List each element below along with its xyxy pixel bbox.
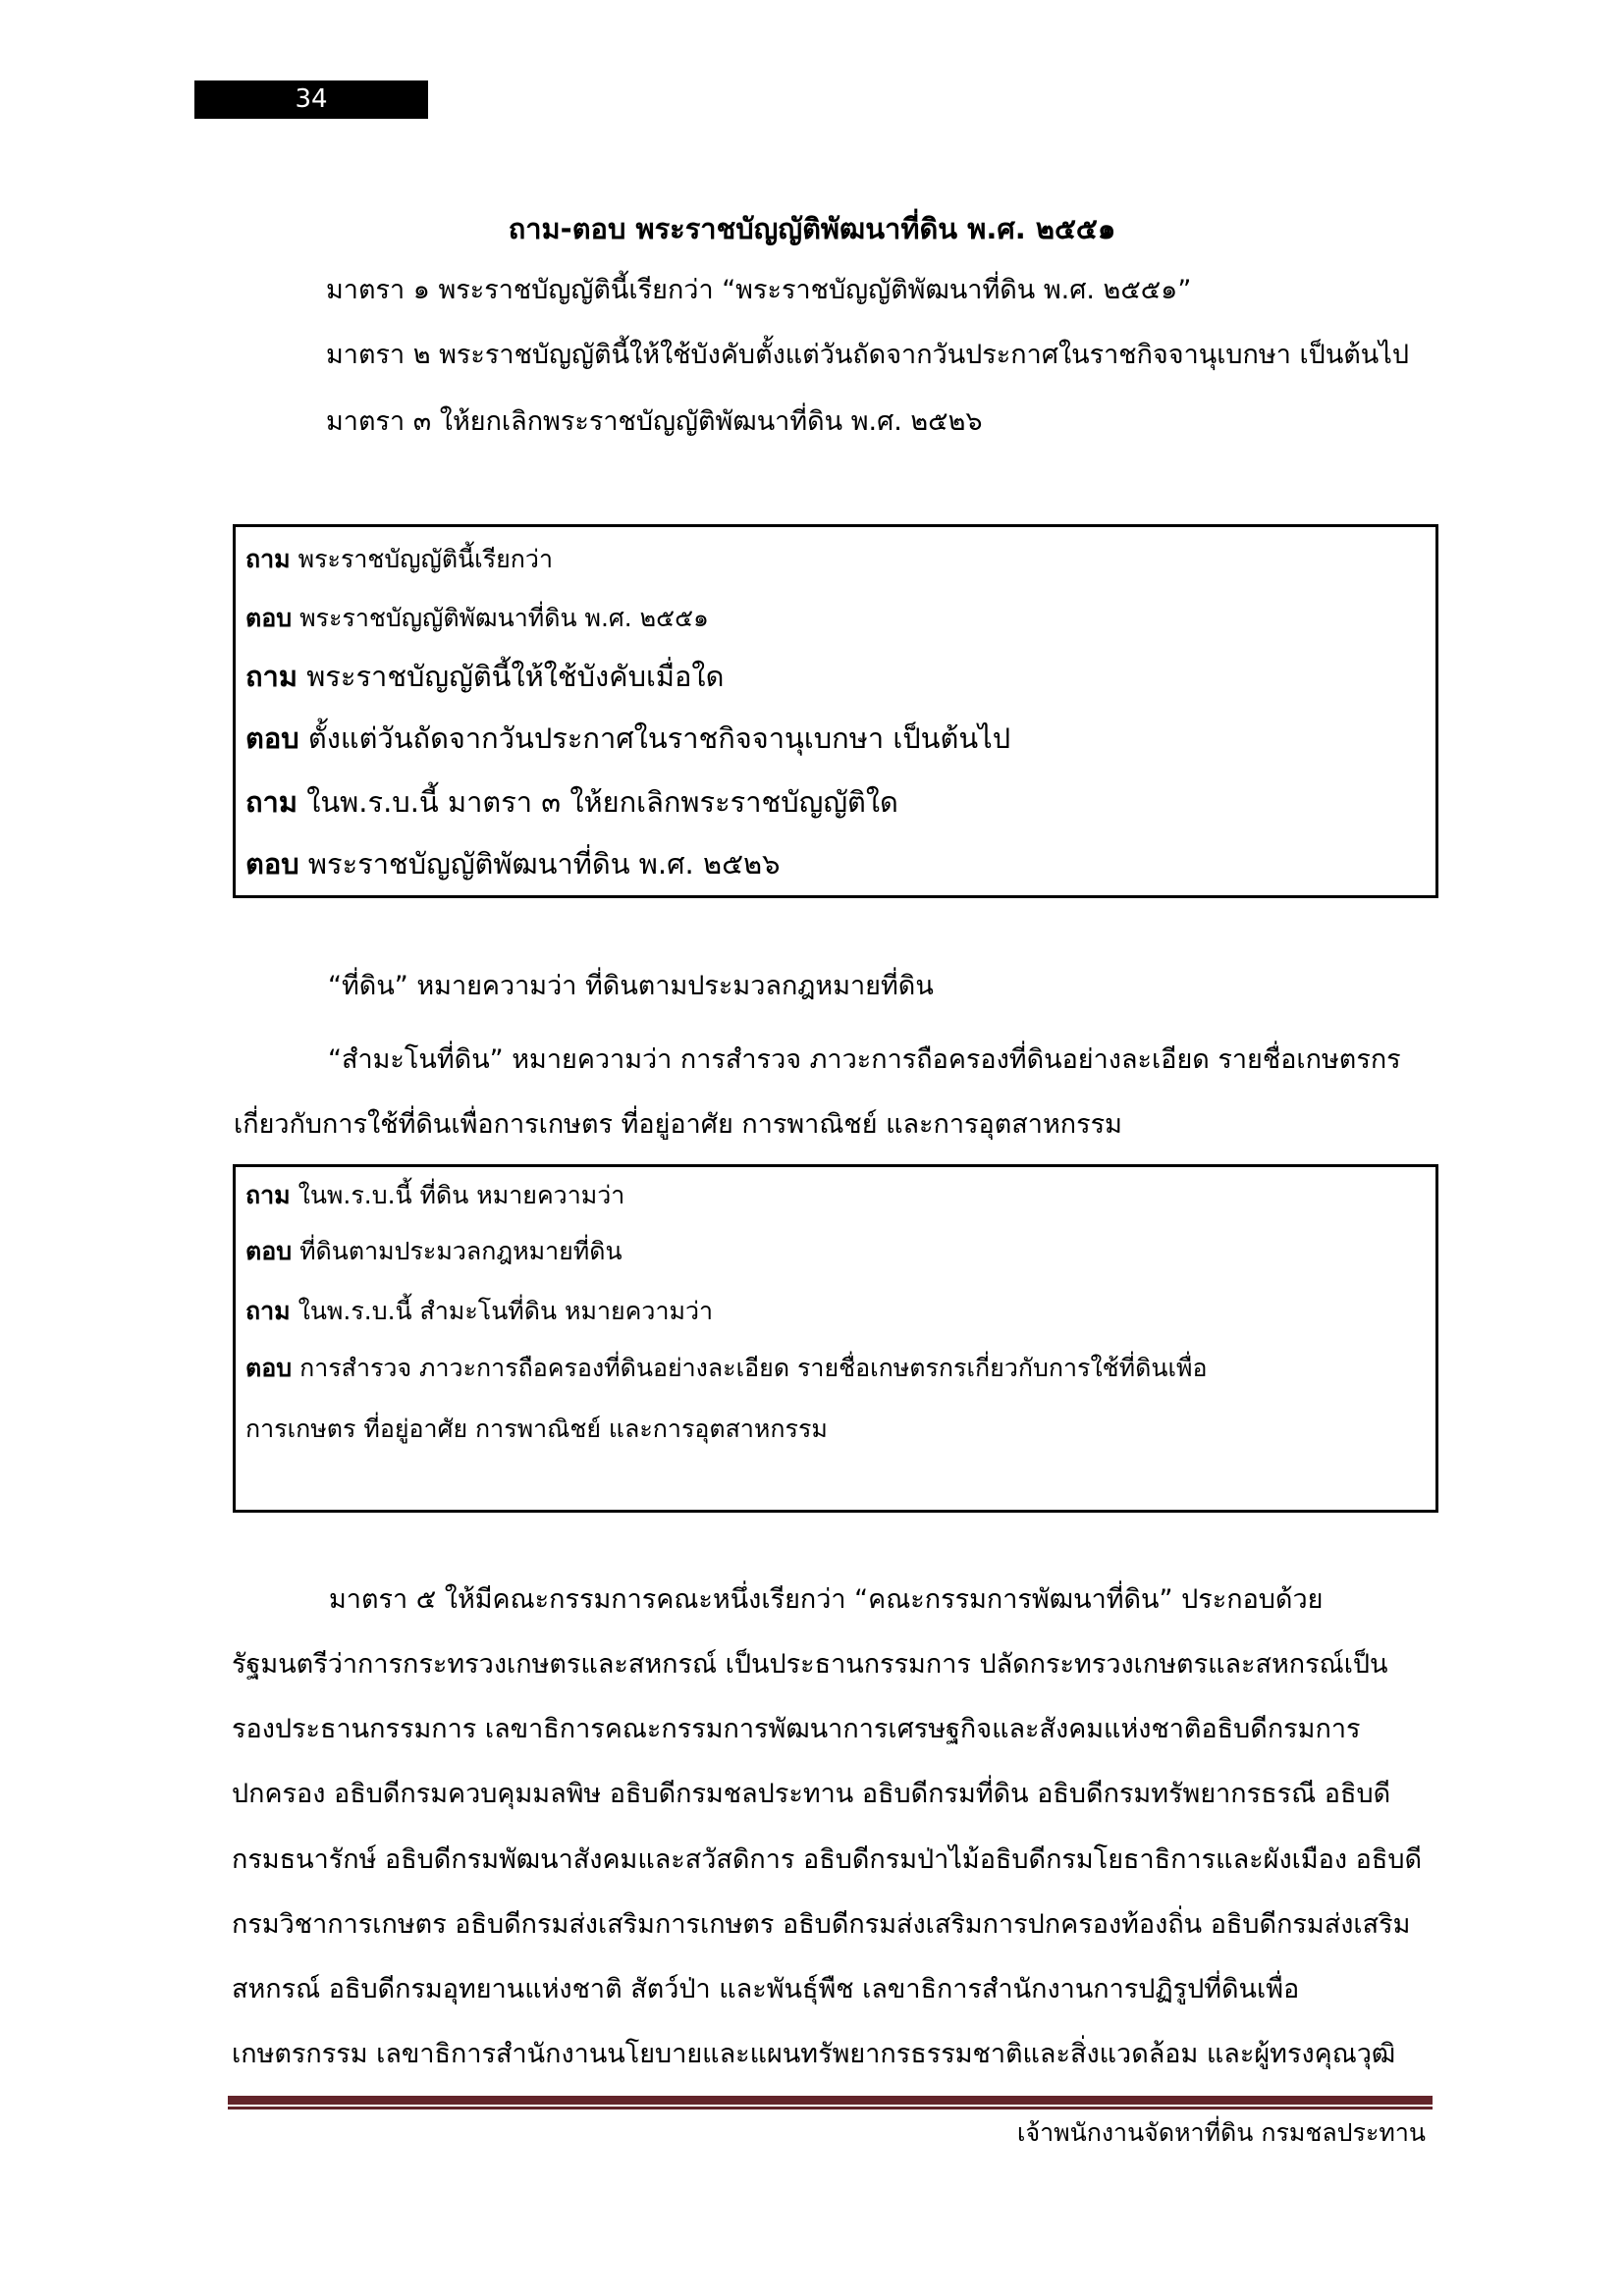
qa-item — [245, 1293, 713, 1330]
qa-box-2 — [233, 1164, 1438, 1513]
question-text: ในพ.ร.บ.นี้ สำมะโนที่ดิน หมายความว่า — [298, 1297, 714, 1325]
qa-item-continuation — [245, 1411, 828, 1448]
answer-text: ตั้งแต่วันถัดจากวันประกาศในราชกิจจานุเบกษา เป็นต้นไป — [307, 721, 1011, 755]
question-label: ถาม — [245, 785, 298, 819]
qa-item — [245, 656, 724, 697]
answer-text: พระราชบัญญัติพัฒนาที่ดิน พ.ศ. ๒๕๕๑ — [299, 604, 709, 632]
section-2: มาตรา ๒ พระราชบัญญัตินี้ให้ใช้บังคับตั้งแต่วันถัดจากวันประกาศในราชกิจจานุเบกษา เป็นต้นไป — [326, 340, 1409, 370]
answer-text: ที่ดินตามประมวลกฎหมายที่ดิน — [299, 1237, 623, 1265]
answer-label: ตอบ — [245, 847, 299, 881]
definition-land-census-cont: เกี่ยวกับการใช้ที่ดินเพื่อการเกษตร ที่อยู่อาศัย การพาณิชย์ และการอุตสาหกรรม — [234, 1109, 1122, 1140]
footer-rule-thin — [228, 2107, 1433, 2109]
question-label: ถาม — [245, 1181, 291, 1209]
page-title: ถาม-ตอบ พระราชบัญญัติพัฒนาที่ดิน พ.ศ. ๒๕๕๑ — [508, 212, 1116, 245]
question-text: ในพ.ร.บ.นี้ มาตรา ๓ ให้ยกเลิกพระราชบัญญัติใด — [306, 785, 898, 819]
footer-text: เจ้าพนักงานจัดหาที่ดิน กรมชลประทาน — [1016, 2118, 1426, 2147]
answer-label: ตอบ — [245, 721, 299, 755]
qa-item — [245, 843, 781, 884]
qa-item — [245, 1350, 1207, 1387]
section-5-line: เกษตรกรรม เลขาธิการสำนักงานนโยบายและแผนทรัพยากรธรรมชาติและสิ่งแวดล้อม และผู้ทรงคุณวุฒิ — [232, 2039, 1396, 2069]
section-5-line: กรมวิชาการเกษตร อธิบดีกรมส่งเสริมการเกษตร อธิบดีกรมส่งเสริมการปกครองท้องถิ่น อธิบดีกรมส่งเสริม — [232, 1909, 1411, 1940]
answer-text: การสำรวจ ภาวะการถือครองที่ดินอย่างละเอียด รายชื่อเกษตรกรเกี่ยวกับการใช้ที่ดินเพื่อ — [299, 1354, 1208, 1382]
qa-item — [245, 600, 709, 637]
question-label: ถาม — [245, 660, 298, 693]
section-5-line: มาตรา ๕ ให้มีคณะกรรมการคณะหนึ่งเรียกว่า “คณะกรรมการพัฒนาที่ดิน” ประกอบด้วย — [329, 1584, 1324, 1615]
section-5-line: กรมธนารักษ์ อธิบดีกรมพัฒนาสังคมและสวัสดิการ อธิบดีกรมป่าไม้อธิบดีกรมโยธาธิการและผังเมือง อธิบดี — [232, 1844, 1423, 1875]
question-text: ในพ.ร.บ.นี้ ที่ดิน หมายความว่า — [298, 1181, 625, 1209]
question-label: ถาม — [245, 1297, 291, 1325]
qa-item — [245, 718, 1010, 759]
question-label: ถาม — [245, 545, 291, 573]
answer-text: พระราชบัญญัติพัฒนาที่ดิน พ.ศ. ๒๕๒๖ — [307, 847, 781, 881]
answer-label: ตอบ — [245, 604, 293, 632]
section-3: มาตรา ๓ ให้ยกเลิกพระราชบัญญัติพัฒนาที่ดิน พ.ศ. ๒๕๒๖ — [326, 406, 983, 437]
question-text: พระราชบัญญัตินี้ให้ใช้บังคับเมื่อใด — [306, 660, 725, 693]
answer-label: ตอบ — [245, 1354, 293, 1382]
page-number: 34 — [194, 80, 428, 119]
qa-item — [245, 1233, 623, 1270]
question-text: พระราชบัญญัตินี้เรียกว่า — [298, 545, 554, 573]
section-5-line: รองประธานกรรมการ เลขาธิการคณะกรรมการพัฒนาการเศรษฐกิจและสังคมแห่งชาติอธิบดีกรมการ — [232, 1714, 1361, 1744]
definition-land: “ที่ดิน” หมายความว่า ที่ดินตามประมวลกฎหมายที่ดิน — [328, 971, 934, 1001]
qa-item — [245, 781, 898, 823]
definition-land-census: “สำมะโนที่ดิน” หมายความว่า การสำรวจ ภาวะการถือครองที่ดินอย่างละเอียด รายชื่อเกษตรกร — [328, 1044, 1401, 1075]
section-5-line: ปกครอง อธิบดีกรมควบคุมมลพิษ อธิบดีกรมชลประทาน อธิบดีกรมที่ดิน อธิบดีกรมทรัพยากรธรณี อธิบดี — [232, 1779, 1391, 1809]
qa-item — [245, 1177, 624, 1214]
qa-box-1 — [233, 524, 1438, 898]
section-1: มาตรา ๑ พระราชบัญญัตินี้เรียกว่า “พระราชบัญญัติพัฒนาที่ดิน พ.ศ. ๒๕๕๑” — [326, 275, 1192, 305]
section-5-line: รัฐมนตรีว่าการกระทรวงเกษตรและสหกรณ์ เป็นประธานกรรมการ ปลัดกระทรวงเกษตรและสหกรณ์เป็น — [232, 1649, 1388, 1680]
section-5-line: สหกรณ์ อธิบดีกรมอุทยานแห่งชาติ สัตว์ป่า และพันธุ์พืช เลขาธิการสำนักงานการปฏิรูปที่ดินเพื่อ — [232, 1974, 1300, 2004]
answer-text-continuation: การเกษตร ที่อยู่อาศัย การพาณิชย์ และการอุตสาหกรรม — [245, 1415, 828, 1443]
answer-label: ตอบ — [245, 1237, 293, 1265]
qa-item — [245, 541, 553, 578]
footer-rule-thick — [228, 2096, 1433, 2105]
